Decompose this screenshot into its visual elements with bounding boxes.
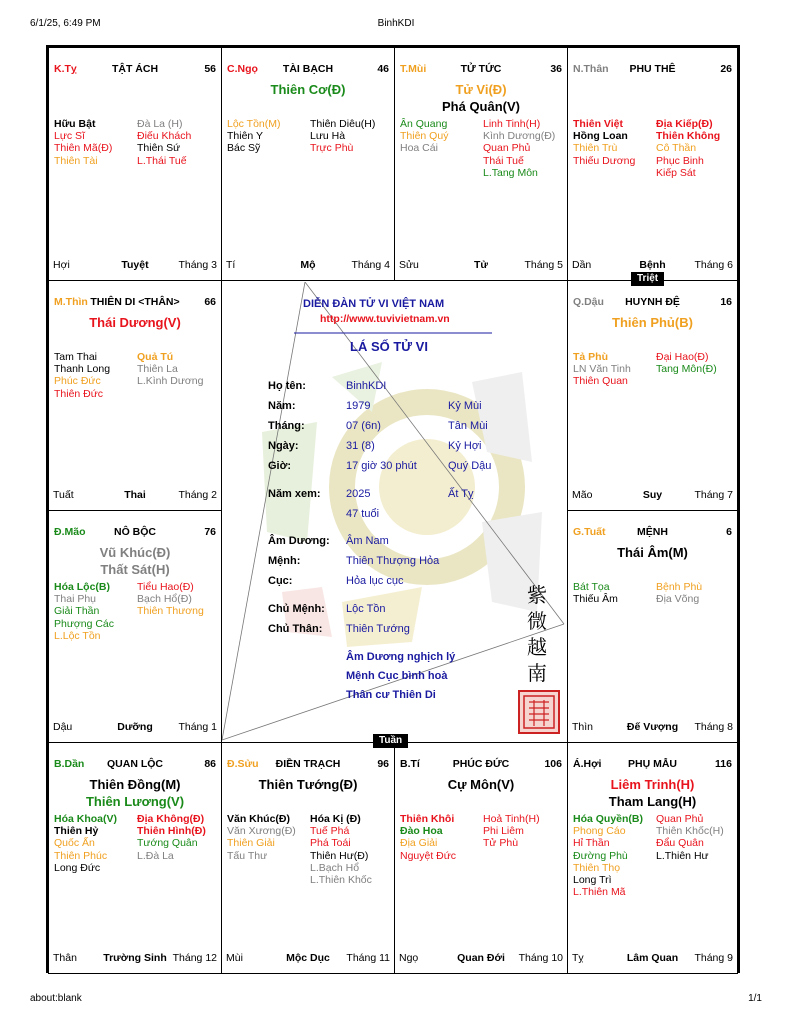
minor-stars-right xyxy=(656,813,724,862)
star-item: Phục Binh xyxy=(656,154,704,167)
palace-cell[interactable] xyxy=(567,47,738,281)
palace-life-stage: Thai xyxy=(124,489,146,501)
star-item: Hoa Cái xyxy=(400,142,438,155)
horoscope-chart xyxy=(46,45,740,973)
main-star: Thiên Lương(V) xyxy=(85,794,185,809)
palace-month: Tháng 12 xyxy=(172,952,217,964)
palace-name: PHU THÊ xyxy=(629,63,676,75)
star-item: Phúc Đức xyxy=(54,375,101,388)
star-item: L.Thái Tuế xyxy=(137,154,187,167)
palace-footer xyxy=(53,952,217,965)
minor-stars-left xyxy=(400,118,448,155)
star-item: Thiên Khốc(H) xyxy=(656,825,724,838)
palace-branch: C.Ngọ xyxy=(227,63,258,75)
minor-stars-right xyxy=(483,813,540,850)
star-item: Tuế Phá xyxy=(310,825,350,838)
palace-month: Tháng 4 xyxy=(351,259,390,271)
palace-month: Tháng 11 xyxy=(346,952,390,964)
palace-footer xyxy=(226,259,390,272)
star-item: Thiên Việt xyxy=(573,118,623,130)
star-item: Thiên Sứ xyxy=(137,142,181,155)
palace-earthly-branch: Ngọ xyxy=(399,952,419,964)
palace-earthly-branch: Dần xyxy=(572,259,592,271)
palace-life-stage: Suy xyxy=(642,489,663,501)
star-item: Kình Dương(Đ) xyxy=(483,130,556,143)
palace-number: 66 xyxy=(204,296,216,308)
palace-footer xyxy=(572,721,733,734)
star-item: Thiên Trù xyxy=(573,142,618,155)
star-item: Đà La (H) xyxy=(137,118,183,130)
minor-stars-right xyxy=(656,581,702,605)
palace-name: PHÚC ĐỨC xyxy=(452,758,510,770)
star-item: Phượng Các xyxy=(54,617,115,630)
star-item: Đường Phù xyxy=(573,849,628,862)
info-can-chi: Kỷ Mùi xyxy=(448,400,482,412)
minor-stars-right xyxy=(656,351,717,375)
star-item: Nguyệt Đức xyxy=(400,849,457,862)
palace-month: Tháng 3 xyxy=(178,259,217,271)
am-duong-value: Âm Nam xyxy=(346,535,389,547)
star-item: Văn Khúc(Đ) xyxy=(227,813,290,825)
star-item: Tấu Thư xyxy=(227,849,268,862)
star-item: Thiên Hư(Đ) xyxy=(310,849,369,862)
palace-name: PHỤ MẪU xyxy=(628,758,677,770)
minor-stars-left xyxy=(54,118,112,167)
palace-footer xyxy=(399,259,563,272)
palace-earthly-branch: Tỵ xyxy=(572,952,584,964)
star-item: Thiên Thọ xyxy=(573,861,621,874)
main-star: Tham Lang(H) xyxy=(608,794,697,809)
palace-life-stage: Mộc Dục xyxy=(286,952,330,964)
star-item: Tướng Quân xyxy=(137,837,198,850)
star-item: Thiếu Âm xyxy=(573,593,618,606)
star-item: Thiên Quý xyxy=(400,130,449,143)
star-item: L.Bạch Hổ xyxy=(310,861,360,874)
star-item: Thiên Hình(Đ) xyxy=(137,825,206,838)
star-item: Đẩu Quân xyxy=(656,837,704,850)
minor-stars-left xyxy=(54,351,110,400)
chu-menh-value: Lộc Tồn xyxy=(346,603,386,615)
star-item: Quan Phủ xyxy=(656,813,704,825)
menh-label: Mệnh: xyxy=(268,555,301,567)
palace-number: 106 xyxy=(544,758,562,770)
palace-cell[interactable] xyxy=(48,510,222,743)
star-item: Bát Tọa xyxy=(573,581,610,593)
palace-cell[interactable] xyxy=(48,47,222,281)
star-item: Thiên Không xyxy=(656,130,721,143)
star-item: Đại Hao(Đ) xyxy=(656,351,709,363)
seal-character: 越 xyxy=(527,635,547,659)
info-value: 17 giờ 30 phút xyxy=(346,460,417,472)
info-label: Năm: xyxy=(268,400,296,412)
palace-earthly-branch: Mão xyxy=(572,489,593,501)
minor-stars-left xyxy=(573,351,631,388)
star-item: Long Trì xyxy=(573,874,612,887)
palace-header xyxy=(573,63,732,77)
palace-number: 76 xyxy=(204,526,216,538)
minor-stars-left xyxy=(227,118,281,155)
seal-character: 南 xyxy=(527,661,547,685)
palace-header xyxy=(54,758,216,772)
forum-url: http://www.tuvivietnam.vn xyxy=(320,313,450,325)
palace-name: NÔ BỘC xyxy=(114,526,156,538)
palace-cell[interactable] xyxy=(48,742,222,974)
age: 47 tuổi xyxy=(346,508,380,520)
view-year: 2025 xyxy=(346,488,371,500)
minor-stars-left xyxy=(227,813,296,862)
red-seal-stamp xyxy=(518,690,560,734)
palace-cell[interactable] xyxy=(567,742,738,974)
star-item: Lộc Tồn(M) xyxy=(227,118,281,130)
palace-life-stage: Tử xyxy=(473,259,489,271)
palace-cell[interactable] xyxy=(567,280,738,511)
main-star: Liêm Trinh(H) xyxy=(610,777,695,792)
star-item: Thiên Diêu(H) xyxy=(310,118,376,130)
star-item: L.Lộc Tồn xyxy=(54,629,101,642)
star-item: Thiếu Dương xyxy=(573,154,636,167)
minor-stars-left xyxy=(573,118,635,167)
palace-branch: N.Thân xyxy=(573,63,609,75)
star-item: Cô Thần xyxy=(656,142,697,155)
star-item: Kiếp Sát xyxy=(656,166,696,179)
palace-footer xyxy=(53,259,217,272)
star-item: Hỉ Thần xyxy=(573,837,610,850)
star-item: Trực Phù xyxy=(310,142,354,155)
star-item: Đào Hoa xyxy=(400,825,443,838)
print-footer-page: 1/1 xyxy=(748,993,762,1004)
star-item: Thiên Tài xyxy=(54,154,98,167)
seal-character: 微 xyxy=(527,609,547,633)
star-item: Thanh Long xyxy=(54,363,111,376)
palace-month: Tháng 9 xyxy=(694,952,733,964)
minor-stars-right xyxy=(137,351,203,388)
palace-month: Tháng 2 xyxy=(178,489,217,501)
star-item: Địa Không(Đ) xyxy=(137,813,205,825)
minor-stars-left xyxy=(573,581,618,605)
palace-number: 56 xyxy=(204,63,216,75)
star-item: Linh Tinh(H) xyxy=(483,118,541,130)
palace-earthly-branch: Mùi xyxy=(226,952,243,964)
palace-footer xyxy=(572,259,733,272)
palace-header xyxy=(54,63,216,77)
print-footer-url: about:blank xyxy=(30,993,82,1004)
palace-footer xyxy=(53,721,217,734)
minor-stars-left xyxy=(54,581,114,642)
star-item: Bác Sỹ xyxy=(227,142,261,155)
star-item: Thiên Y xyxy=(227,130,263,143)
minor-stars-right xyxy=(310,118,375,155)
chart-title: LÁ SỐ TỬ VI xyxy=(350,339,428,354)
palace-name: QUAN LỘC xyxy=(107,758,163,770)
chart-note: Mệnh Cục bình hoà xyxy=(346,670,448,682)
star-item: Phi Liêm xyxy=(483,825,524,838)
star-item: Quan Phủ xyxy=(483,142,531,155)
star-item: Tả Phù xyxy=(573,351,609,363)
palace-month: Tháng 6 xyxy=(694,259,733,271)
star-item: Quả Tú xyxy=(137,351,174,363)
chu-than-label: Chủ Thân: xyxy=(268,623,323,635)
palace-name: THIÊN DI <THÂN> xyxy=(90,296,180,308)
star-item: Lưu Hà xyxy=(310,130,346,143)
star-item: Bệnh Phù xyxy=(656,581,703,593)
palace-name: TẬT ÁCH xyxy=(111,63,159,75)
palace-footer xyxy=(53,489,217,502)
minor-stars-right xyxy=(656,118,720,179)
star-item: Hóa Quyền(B) xyxy=(573,813,644,825)
star-item: L.Thiên Khốc xyxy=(310,874,372,887)
cuc-label: Cục: xyxy=(268,575,293,587)
palace-life-stage: Bệnh xyxy=(639,259,666,271)
palace-branch: B.Tí xyxy=(400,758,420,770)
palace-branch: K.Tỵ xyxy=(54,63,77,75)
chu-than-value: Thiên Tướng xyxy=(346,623,410,635)
minor-stars-right xyxy=(137,581,204,618)
star-item: Lực Sĩ xyxy=(54,130,85,143)
palace-cell[interactable] xyxy=(48,280,222,511)
palace-month: Tháng 1 xyxy=(178,721,217,733)
star-item: Quốc Ấn xyxy=(54,837,95,850)
palace-branch: B.Dần xyxy=(54,758,85,770)
palace-earthly-branch: Tí xyxy=(226,259,236,271)
star-item: Phong Cáo xyxy=(573,825,626,838)
star-item: Hồng Loan xyxy=(573,130,628,143)
palace-life-stage: Lâm Quan xyxy=(626,952,679,964)
palace-number: 36 xyxy=(550,63,562,75)
star-item: Hóa Khoa(V) xyxy=(54,813,117,825)
star-item: LN Văn Tinh xyxy=(573,363,631,376)
palace-branch: T.Mùi xyxy=(400,63,427,75)
main-star: Phá Quân(V) xyxy=(441,99,520,114)
minor-stars-left xyxy=(54,813,117,874)
palace-number: 46 xyxy=(377,63,389,75)
info-can-chi: Quý Dậu xyxy=(448,460,492,472)
info-label: Họ tên: xyxy=(268,380,306,392)
star-item: Địa Võng xyxy=(656,593,700,606)
chu-menh-label: Chủ Mệnh: xyxy=(268,603,325,615)
palace-number: 116 xyxy=(715,758,732,770)
palace-life-stage: Tuyệt xyxy=(121,259,149,271)
info-label: Tháng: xyxy=(268,420,305,432)
star-item: Thiên Khôi xyxy=(400,813,455,825)
palace-number: 26 xyxy=(720,63,732,75)
palace-month: Tháng 10 xyxy=(518,952,563,964)
palace-cell[interactable] xyxy=(221,742,395,974)
info-value: 07 (6n) xyxy=(346,420,381,432)
star-item: Thiên Hỷ xyxy=(54,825,99,838)
main-star: Vũ Khúc(Đ) xyxy=(99,545,171,560)
view-year-label: Năm xem: xyxy=(268,488,321,500)
palace-number: 96 xyxy=(377,758,389,770)
palace-header xyxy=(227,758,389,772)
star-item: Ân Quang xyxy=(400,118,448,130)
info-can-chi: Tân Mùi xyxy=(448,420,488,432)
chart-note: Thân cư Thiên Di xyxy=(346,689,436,701)
minor-stars-right xyxy=(137,118,191,167)
palace-earthly-branch: Hợi xyxy=(53,259,70,271)
palace-footer xyxy=(572,952,733,965)
print-header-date: 6/1/25, 6:49 PM xyxy=(30,18,101,29)
palace-name: MỆNH xyxy=(637,526,668,538)
palace-earthly-branch: Sửu xyxy=(399,259,419,271)
star-item: Thai Phụ xyxy=(54,593,97,606)
info-label: Ngày: xyxy=(268,440,299,452)
star-item: Địa Giải xyxy=(400,837,438,850)
minor-stars-right xyxy=(483,118,555,179)
palace-number: 6 xyxy=(726,526,732,538)
palace-life-stage: Trường Sinh xyxy=(103,952,167,964)
seal-character: 紫 xyxy=(527,583,547,607)
star-item: Phá Toái xyxy=(310,837,351,850)
info-label: Giờ: xyxy=(268,460,292,472)
main-star: Thiên Phủ(B) xyxy=(612,315,693,330)
star-item: Thái Tuế xyxy=(483,154,524,167)
palace-footer xyxy=(399,952,563,965)
palace-name: TỬ TỨC xyxy=(460,63,502,75)
palace-life-stage: Dưỡng xyxy=(117,721,153,733)
palace-branch: M.Thìn xyxy=(54,296,88,308)
triet-marker: Triệt xyxy=(631,272,664,286)
main-star: Thái Dương(V) xyxy=(89,315,181,330)
star-item: L.Đà La xyxy=(137,849,174,862)
palace-header xyxy=(54,296,216,310)
palace-number: 16 xyxy=(720,296,732,308)
star-item: Văn Xương(Đ) xyxy=(227,825,296,838)
palace-cell[interactable] xyxy=(394,742,568,974)
star-item: L.Thiên Hư xyxy=(656,849,709,862)
star-item: Thiên Phúc xyxy=(54,849,108,862)
palace-cell[interactable] xyxy=(567,510,738,743)
palace-branch: Đ.Mão xyxy=(54,526,86,538)
star-item: Tam Thai xyxy=(54,351,97,363)
star-item: L.Tang Môn xyxy=(483,166,538,179)
palace-name: HUYNH ĐỆ xyxy=(625,296,680,308)
star-item: L.Kình Dương xyxy=(137,375,204,388)
main-star: Thất Sát(H) xyxy=(100,562,170,577)
star-item: Tiểu Hao(Đ) xyxy=(137,581,194,593)
view-year-can-chi: Ất Tỵ xyxy=(448,488,474,500)
star-item: Thiên Thương xyxy=(137,605,204,618)
star-item: Thiên La xyxy=(137,363,178,376)
am-duong-label: Âm Dương: xyxy=(268,535,330,547)
palace-earthly-branch: Dậu xyxy=(53,721,73,733)
minor-stars-right xyxy=(137,813,206,862)
palace-branch: Á.Hợi xyxy=(573,758,602,770)
palace-footer xyxy=(226,952,390,965)
palace-branch: G.Tuất xyxy=(573,526,606,538)
palace-branch: Đ.Sửu xyxy=(227,758,259,770)
tuan-marker: Tuần xyxy=(373,734,408,748)
palace-number: 86 xyxy=(204,758,216,770)
main-star: Thiên Cơ(Đ) xyxy=(270,82,346,97)
palace-name: TÀI BẠCH xyxy=(282,63,334,75)
star-item: Hữu Bật xyxy=(54,118,96,130)
star-item: Long Đức xyxy=(54,861,101,874)
main-star: Thiên Tướng(Đ) xyxy=(258,777,358,792)
forum-name: DIỄN ĐÀN TỬ VI VIỆT NAM xyxy=(303,298,445,310)
minor-stars-right xyxy=(310,813,372,886)
palace-header xyxy=(573,758,732,772)
star-item: Điếu Khách xyxy=(137,130,192,143)
star-item: Tang Môn(Đ) xyxy=(656,363,717,376)
palace-life-stage: Đế Vượng xyxy=(626,721,679,733)
palace-name: ĐIỀN TRẠCH xyxy=(275,758,341,770)
palace-earthly-branch: Thìn xyxy=(572,721,594,733)
star-item: Bạch Hổ(Đ) xyxy=(137,593,192,606)
palace-month: Tháng 8 xyxy=(694,721,733,733)
star-item: Thiên Giải xyxy=(227,837,275,850)
cuc-value: Hỏa lục cục xyxy=(346,575,404,587)
star-item: Thiên Đức xyxy=(54,387,104,400)
star-item: Hóa Kị (Đ) xyxy=(310,813,361,825)
palace-life-stage: Quan Đới xyxy=(457,952,505,964)
print-header-title: BinhKDI xyxy=(377,18,415,29)
star-item: L.Thiên Mã xyxy=(573,886,626,899)
palace-month: Tháng 7 xyxy=(694,489,733,501)
main-star: Thiên Đồng(M) xyxy=(89,777,181,792)
palace-earthly-branch: Tuất xyxy=(53,489,74,501)
palace-header xyxy=(400,63,562,77)
palace-header xyxy=(573,296,732,310)
palace-cell[interactable] xyxy=(221,47,395,281)
star-item: Thiên Quan xyxy=(573,375,628,388)
star-item: Địa Kiếp(Đ) xyxy=(656,118,713,130)
main-star: Cự Môn(V) xyxy=(447,777,515,792)
star-item: Thiên Mã(Đ) xyxy=(54,142,113,155)
center-panel xyxy=(222,282,568,744)
main-star: Tử Vi(Đ) xyxy=(455,82,507,97)
star-item: Giải Thần xyxy=(54,605,100,618)
palace-header xyxy=(573,526,732,540)
info-value: 1979 xyxy=(346,400,371,412)
palace-life-stage: Mộ xyxy=(300,259,316,271)
star-item: Hóa Lộc(B) xyxy=(54,581,110,593)
palace-header xyxy=(227,63,389,77)
minor-stars-left xyxy=(573,813,643,898)
chart-note: Âm Dương nghịch lý xyxy=(346,651,456,663)
palace-earthly-branch: Thân xyxy=(53,952,77,964)
palace-cell[interactable] xyxy=(394,47,568,281)
info-value: 31 (8) xyxy=(346,440,375,452)
info-value: BinhKDI xyxy=(346,380,387,392)
info-can-chi: Kỷ Hợi xyxy=(448,440,482,452)
main-star: Thái Âm(M) xyxy=(617,545,688,560)
palace-branch: Q.Dậu xyxy=(573,296,604,308)
palace-header xyxy=(54,526,216,540)
star-item: Tử Phù xyxy=(483,837,519,850)
menh-value: Thiên Thượng Hỏa xyxy=(346,555,440,567)
palace-footer xyxy=(572,489,733,502)
minor-stars-left xyxy=(400,813,456,862)
palace-month: Tháng 5 xyxy=(524,259,563,271)
star-item: Hoả Tinh(H) xyxy=(483,813,540,825)
palace-header xyxy=(400,758,562,772)
